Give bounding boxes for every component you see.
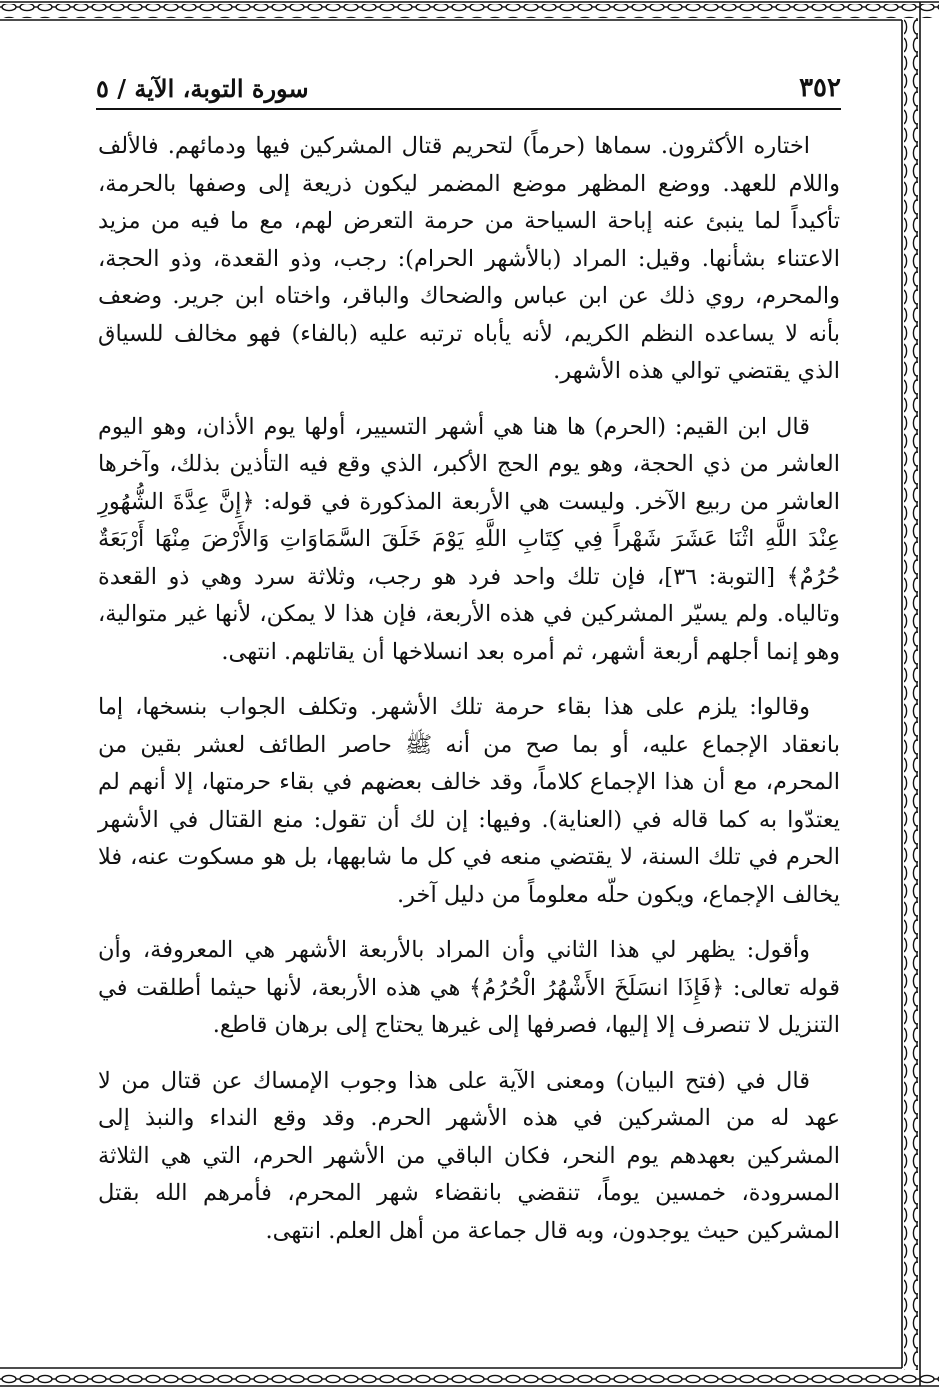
page-body — [98, 128, 840, 1268]
paragraph-3: وقالوا: يلزم على هذا بقاء حرمة تلك الأشهر. وتكلف الجواب بنسخها، إما بانعقاد الإجماع عليه، أو بما صح من أنه ﷺ حاصر الطائف لعشر بقين من المحرم، مع أن هذا الإجماع كلاماً، وقد خالف بعضهم في بقاء حرمتها، إلا أنهم لم يعتدّوا به كما قاله في (العناية). وفيها: إن لك أن تقول: منع القتال في الأشهر الحرم في تلك السنة، لا يقتضي منعه في كل ما شابهها، بل هو مسكوت عنه، فلا يخالف الإجماع، ويكون حلّه معلوماً من دليل آخر. — [98, 694, 840, 908]
paragraph-2: قال ابن القيم: (الحرم) ها هنا هي أشهر التسيير، أولها يوم الأذان، وهو اليوم العاشر من ذي الحجة، وهو يوم الحج الأكبر، الذي وقع فيه التأذين بذلك، وآخرها العاشر من ربيع الآخر. وليست هي الأربعة المذكورة في قوله: ﴿إِنَّ عِدَّةَ الشُّهُورِ عِنْدَ اللَّهِ اثْنَا عَشَرَ شَهْراً فِي كِتَابِ اللَّهِ يَوْمَ خَلَقَ السَّمَاوَاتِ وَالأَرْضَ مِنْهَا أَرْبَعَةٌ حُرُمٌ﴾ [التوبة: ٣٦]، فإن تلك واحد فرد هو رجب، وثلاثة سرد وهي ذو القعدة وتالياه. ولم يسيّر المشركين في هذه الأربعة، فإن هذا لا يمكن، لأنها غير متوالية، وهو إنما أجلهم أربعة أشهر، ثم أمره بعد انسلاخها أن يقاتلهم. انتهى. — [98, 413, 841, 665]
paragraph-5: قال في (فتح البيان) ومعنى الآية على هذا وجوب الإمساك عن قتال من لا عهد له من المشركين في هذه الأشهر الحرم. وقد وقع النداء والنبذ إلى المشركين بعهدهم يوم النحر، فكان الباقي من الأشهر الحرم، التي هي الثلاثة المسرودة، خمسين يوماً، تنقضي بانقضاء شهر المحرم، فأمرهم الله بقتل المشركين حيث يوجدون، وبه قال جماعة من أهل العلم. انتهى. — [98, 1067, 840, 1244]
paragraph-4: وأقول: يظهر لي هذا الثاني وأن المراد بالأربعة الأشهر هي المعروفة، وأن قوله تعالى: ﴿فَإِذَا انسَلَخَ الأَشْهُرُ الْحُرُمُ﴾ هي هذه الأربعة، لأنها حيثما أطلقت في التنزيل لا تنصرف إلا إليها، فصرفها إلى غيرها يحتاج إلى برهان قاطع. — [98, 937, 840, 1038]
paragraph-1: اختاره الأكثرون. سماها (حرماً) لتحريم قتال المشركين فيها ودمائهم. فالألف واللام للعهد. ووضع المظهر موضع المضمر ليكون ذريعة إلى وصفها بالحرمة، تأكيداً لما ينبئ عنه إباحة السياحة من حرمة التعرض لهم، مع ما فيه من مزيد الاعتناء بشأنها. وقيل: المراد (بالأشهر الحرام): رجب، وذو القعدة، وذو الحجة، والمحرم، روي ذلك عن ابن عباس والضحاك والباقر، واختاه ابن جرير. وضعف بأنه لا يساعده النظم الكريم، لأنه يأباه ترتبه عليه (بالفاء) فهو مخالف للسياق الذي يقتضي توالي هذه الأشهر. — [98, 133, 840, 384]
page-number: ٣٥٢ — [799, 73, 841, 103]
running-title: سورة التوبة، الآية / ٥ — [96, 73, 309, 103]
page-header — [96, 68, 841, 110]
